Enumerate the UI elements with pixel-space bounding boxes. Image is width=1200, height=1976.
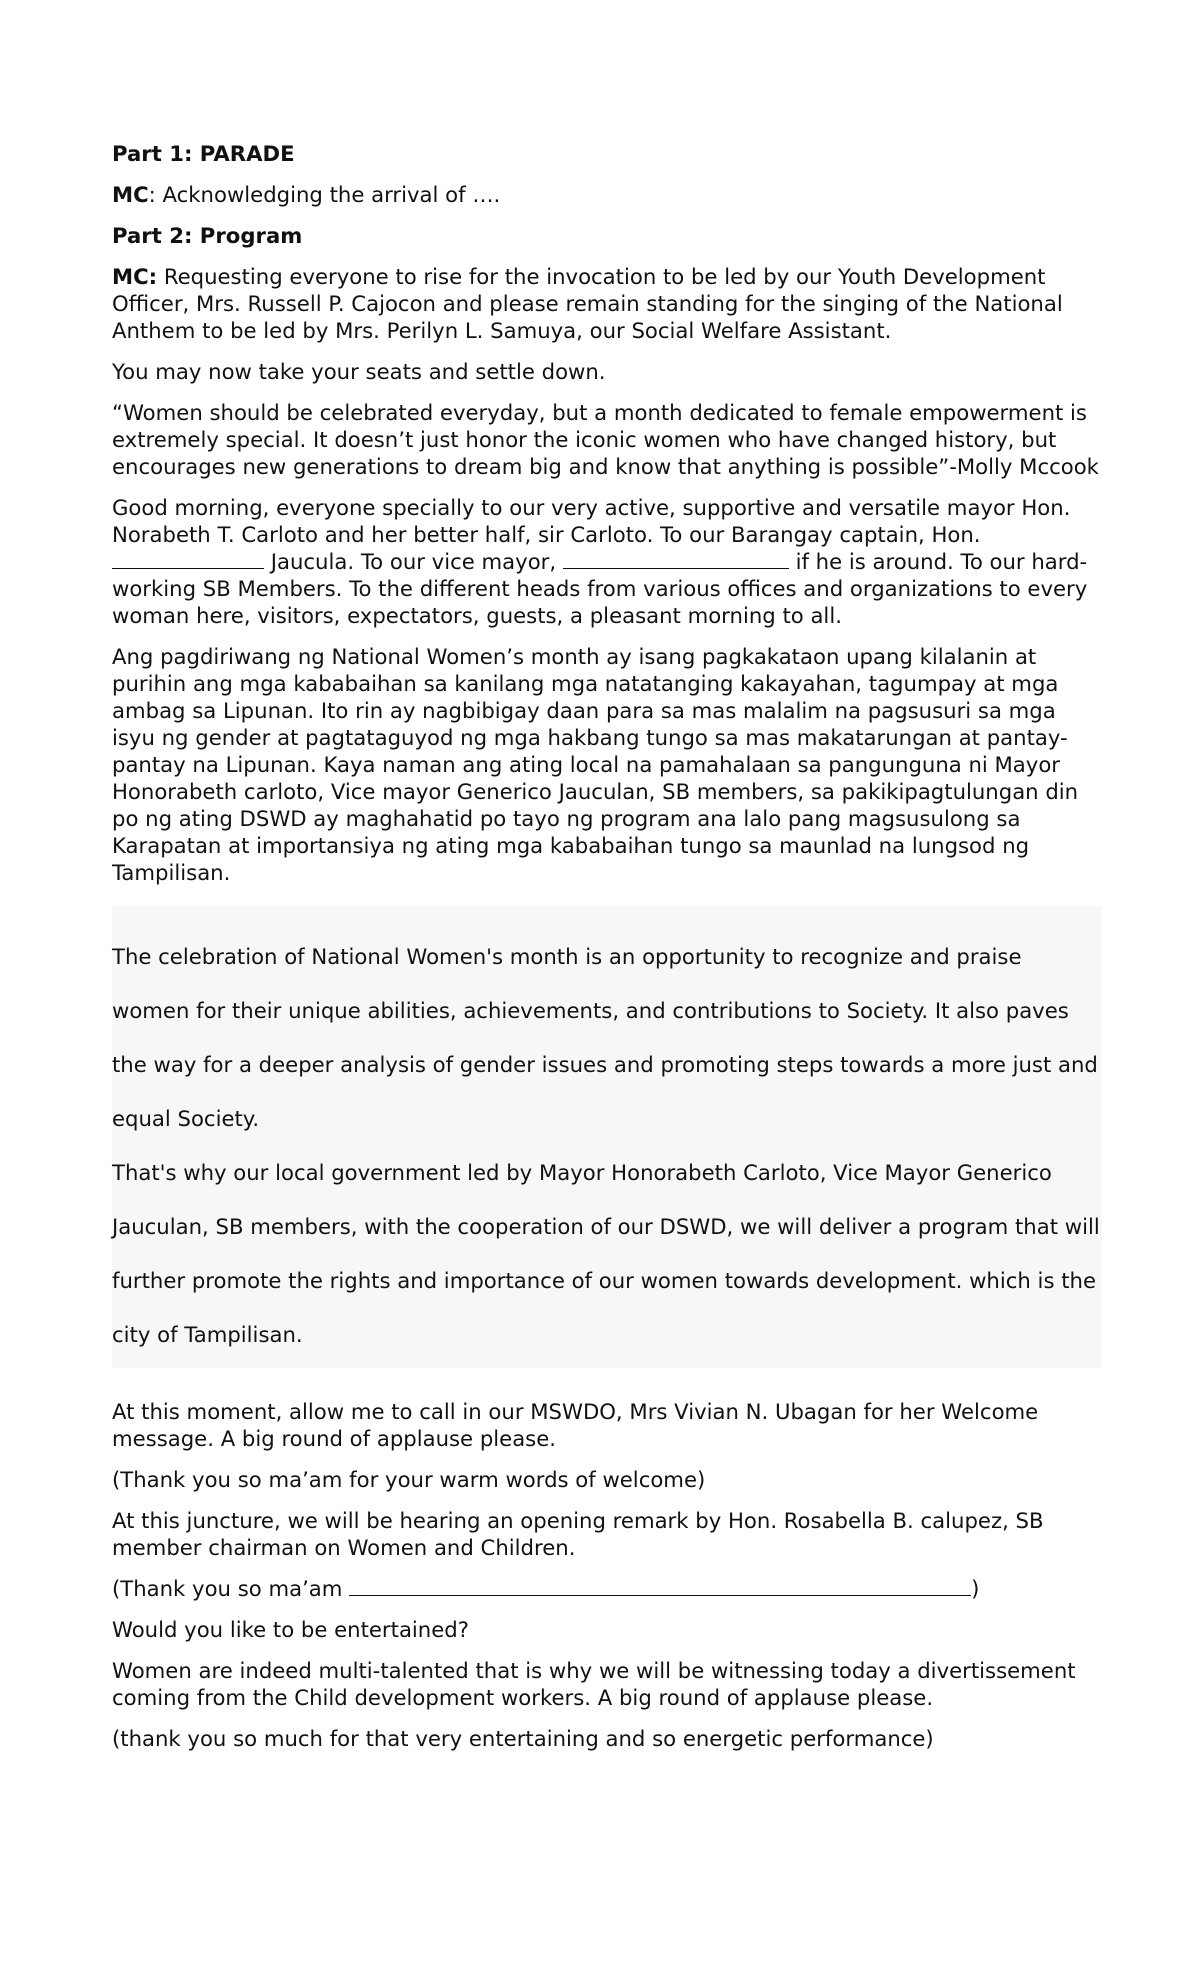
translation-paragraph-1: The celebration of National Women's month is an opportunity to recognize and praise women for their unique abilities, achievements, and contributions to Society. It also paves the way for a deeper analysis of gender issues and promoting steps towards a more just and equal Society. [112, 944, 1098, 1131]
seats-paragraph: You may now take your seats and settle down. [112, 359, 606, 384]
tagalog-paragraph: Ang pagdiriwang ng National Women’s month ay isang pagkakataon upang kilalanin at purihin ang mga kababaihan sa kanilang mga natatanging kakayahan, tagumpay at mga ambag sa Lipunan. Ito rin ay nagbibigay daan para sa mas malalim na pagsusuri sa mga isyu ng gender at pagtataguyod ng mga hakbang tungo sa mas makatarungan at pantay-pantay na Lipunan. Kaya naman ang ating local na pamahalaan sa pangunguna ni Mayor Honorabeth carloto, Vice mayor Generico Jauculan, SB members, sa pakikipagtulungan din po ng ating DSWD ay maghahatid po tayo ng program ana lalo pang magsusulong sa Karapatan at importansiya ng ating mga kababaihan tungo sa maunlad na lungsod ng Tampilisan. [112, 644, 1079, 885]
mc-invocation-text: Requesting everyone to rise for the invocation to be led by our Youth Development Officer, Mrs. Russell P. Cajocon and please remain standing for the singing of the National Anthem to be led by Mrs. Perilyn L. Samuya, our Social Welfare Assistant. [112, 264, 1063, 343]
thanks-performance: (thank you so much for that very entertaining and so energetic performance) [112, 1726, 934, 1751]
mswdo-paragraph: At this moment, allow me to call in our MSWDO, Mrs Vivian N. Ubagan for her Welcome message. A big round of applause please. [112, 1399, 1039, 1451]
thanks-name-blank [349, 1575, 971, 1596]
thanks-opening-remark [112, 1575, 1102, 1602]
mc-acknowledgement [112, 181, 1102, 208]
thanks-post: ) [971, 1576, 980, 1601]
mc-label: MC: [112, 264, 158, 289]
captain-name-blank [112, 548, 264, 569]
greeting-text-1: Good morning, everyone specially to our very active, supportive and versatile mayor Hon. Norabeth T. Carloto and her better half, sir Carloto. To our Barangay captain, Hon. [112, 495, 1071, 547]
thanks-welcome: (Thank you so ma’am for your warm words of welcome) [112, 1467, 706, 1492]
mc-invocation [112, 263, 1102, 344]
part1-heading: Part 1: PARADE [112, 141, 295, 166]
thanks-pre: (Thank you so ma’am [112, 1576, 350, 1601]
part2-heading: Part 2: Program [112, 223, 303, 248]
translation-paragraph-2: That's why our local government led by Mayor Honorabeth Carloto, Vice Mayor Generico Jauculan, SB members, with the cooperation of our DSWD, we will deliver a program that will further promote the rights and importance of our women towards development. which is the city of Tampilisan. [112, 1160, 1100, 1347]
greeting-text-3: if he is around. To our hard-working SB Members. To the different heads from various offices and organizations to every woman here, visitors, expectators, guests, a pleasant morning to all. [112, 549, 1088, 628]
quote-paragraph: “Women should be celebrated everyday, but a month dedicated to female empowerment is extremely special. It doesn’t just honor the iconic women who have changed history, but encourages new generations to dream big and know that anything is possible”-Molly Mccook [112, 400, 1099, 479]
vice-mayor-name-blank [563, 548, 789, 569]
women-paragraph: Women are indeed multi-talented that is why we will be witnessing today a divertissement coming from the Child development workers. A big round of applause please. [112, 1658, 1076, 1710]
juncture-paragraph: At this juncture, we will be hearing an opening remark by Hon. Rosabella B. calupez, SB member chairman on Women and Children. [112, 1508, 1044, 1560]
greeting-paragraph [112, 494, 1102, 629]
mc-label: MC [112, 182, 149, 207]
mc-acknowledgement-text: : Acknowledging the arrival of …. [148, 182, 501, 207]
entertained-question: Would you like to be entertained? [112, 1617, 469, 1642]
greeting-text-2: Jaucula. To our vice mayor, [264, 549, 563, 574]
translation-block [112, 906, 1102, 1368]
